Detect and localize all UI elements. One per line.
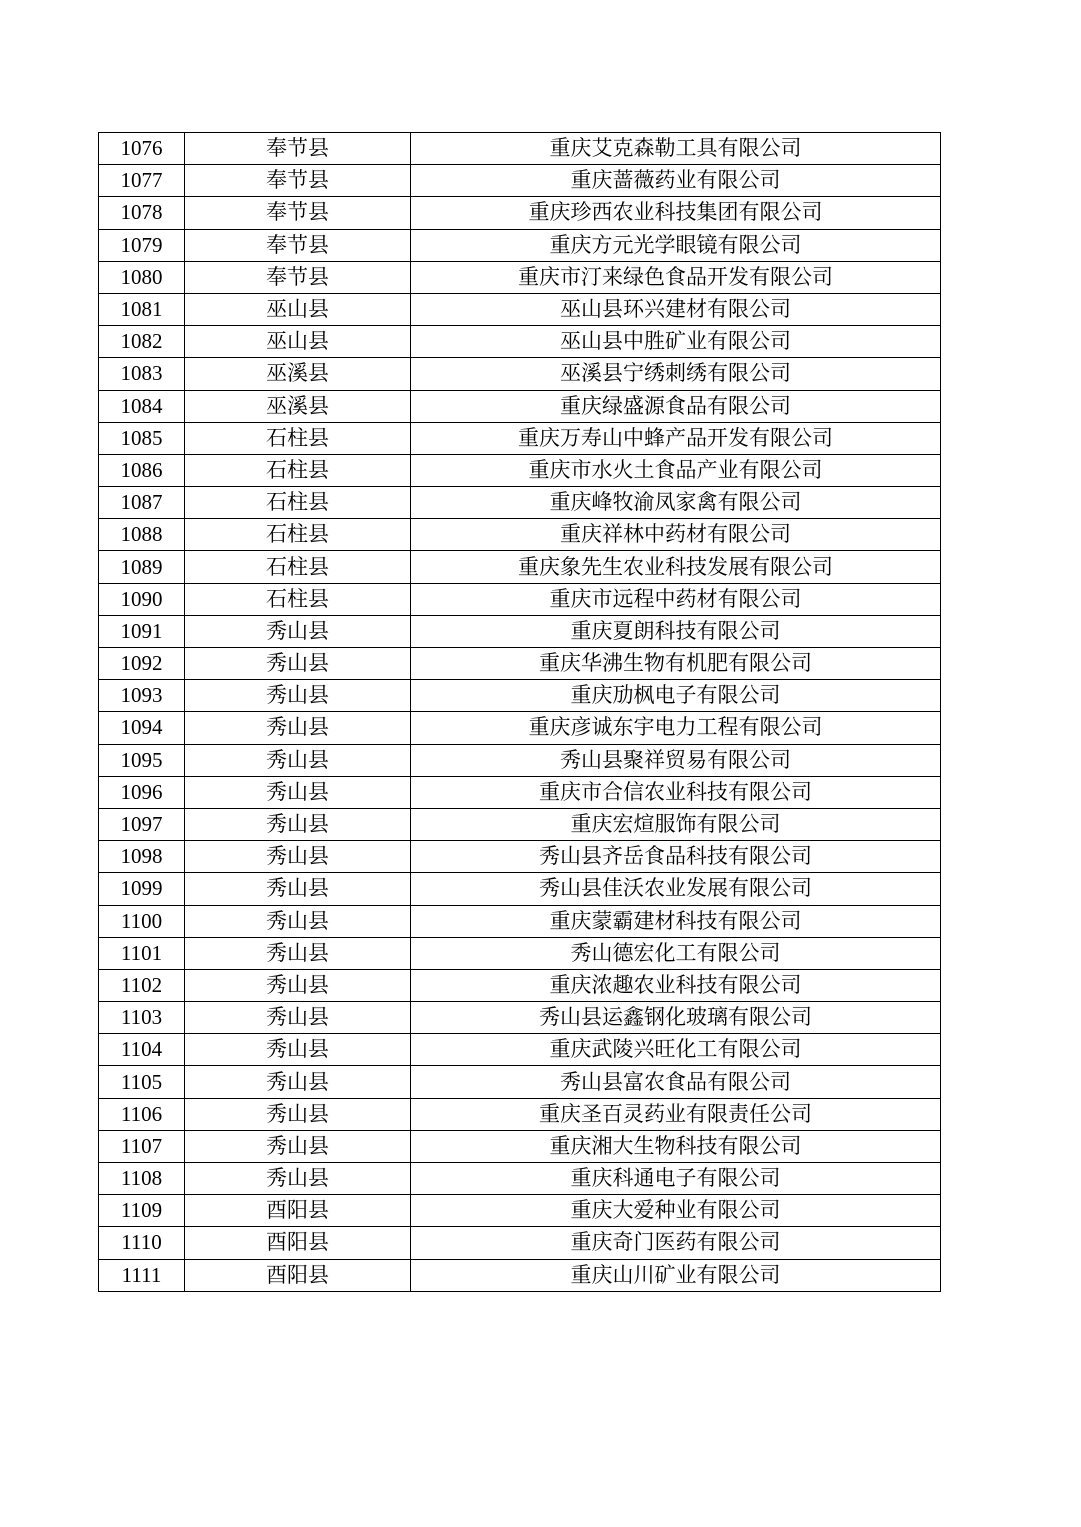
company-name: 巫溪县宁绣刺绣有限公司	[411, 358, 941, 390]
company-name: 重庆市汀来绿色食品开发有限公司	[411, 261, 941, 293]
table-row	[99, 1227, 941, 1259]
row-number: 1102	[99, 969, 185, 1001]
county-name: 秀山县	[185, 937, 411, 969]
row-number: 1086	[99, 454, 185, 486]
company-list-table-container	[98, 132, 940, 1292]
table-row	[99, 422, 941, 454]
table-row	[99, 358, 941, 390]
company-name: 秀山县佳沃农业发展有限公司	[411, 873, 941, 905]
table-row	[99, 487, 941, 519]
table-row	[99, 648, 941, 680]
county-name: 酉阳县	[185, 1259, 411, 1291]
company-name: 重庆科通电子有限公司	[411, 1163, 941, 1195]
county-name: 石柱县	[185, 551, 411, 583]
company-name: 重庆劢枫电子有限公司	[411, 680, 941, 712]
county-name: 秀山县	[185, 680, 411, 712]
county-name: 秀山县	[185, 1130, 411, 1162]
row-number: 1091	[99, 615, 185, 647]
county-name: 酉阳县	[185, 1227, 411, 1259]
row-number: 1104	[99, 1034, 185, 1066]
row-number: 1079	[99, 229, 185, 261]
table-row	[99, 841, 941, 873]
table-row	[99, 1130, 941, 1162]
table-row	[99, 744, 941, 776]
company-name: 重庆市远程中药材有限公司	[411, 583, 941, 615]
row-number: 1096	[99, 776, 185, 808]
county-name: 石柱县	[185, 454, 411, 486]
table-row	[99, 261, 941, 293]
county-name: 巫山县	[185, 326, 411, 358]
table-row	[99, 680, 941, 712]
company-name: 重庆大爱种业有限公司	[411, 1195, 941, 1227]
company-name: 重庆方元光学眼镜有限公司	[411, 229, 941, 261]
county-name: 秀山县	[185, 905, 411, 937]
county-name: 秀山县	[185, 841, 411, 873]
row-number: 1098	[99, 841, 185, 873]
table-row	[99, 1098, 941, 1130]
county-name: 巫溪县	[185, 390, 411, 422]
row-number: 1105	[99, 1066, 185, 1098]
row-number: 1092	[99, 648, 185, 680]
county-name: 秀山县	[185, 1066, 411, 1098]
table-row	[99, 808, 941, 840]
table-row	[99, 1195, 941, 1227]
row-number: 1090	[99, 583, 185, 615]
county-name: 秀山县	[185, 1034, 411, 1066]
county-name: 秀山县	[185, 873, 411, 905]
table-row	[99, 1066, 941, 1098]
table-row	[99, 326, 941, 358]
table-row	[99, 712, 941, 744]
table-row	[99, 1259, 941, 1291]
county-name: 奉节县	[185, 133, 411, 165]
county-name: 奉节县	[185, 165, 411, 197]
company-name: 重庆宏煊服饰有限公司	[411, 808, 941, 840]
table-row	[99, 905, 941, 937]
company-name: 重庆奇门医药有限公司	[411, 1227, 941, 1259]
row-number: 1101	[99, 937, 185, 969]
company-name: 重庆祥林中药材有限公司	[411, 519, 941, 551]
county-name: 秀山县	[185, 615, 411, 647]
row-number: 1088	[99, 519, 185, 551]
company-name: 重庆浓趣农业科技有限公司	[411, 969, 941, 1001]
table-row	[99, 583, 941, 615]
county-name: 秀山县	[185, 1002, 411, 1034]
county-name: 秀山县	[185, 648, 411, 680]
company-name: 秀山德宏化工有限公司	[411, 937, 941, 969]
table-row	[99, 519, 941, 551]
row-number: 1111	[99, 1259, 185, 1291]
company-name: 重庆湘大生物科技有限公司	[411, 1130, 941, 1162]
row-number: 1083	[99, 358, 185, 390]
row-number: 1100	[99, 905, 185, 937]
county-name: 巫溪县	[185, 358, 411, 390]
row-number: 1077	[99, 165, 185, 197]
county-name: 石柱县	[185, 422, 411, 454]
table-row	[99, 133, 941, 165]
company-name: 重庆圣百灵药业有限责任公司	[411, 1098, 941, 1130]
row-number: 1089	[99, 551, 185, 583]
county-name: 秀山县	[185, 1098, 411, 1130]
company-name: 秀山县富农食品有限公司	[411, 1066, 941, 1098]
table-row	[99, 293, 941, 325]
row-number: 1093	[99, 680, 185, 712]
company-name: 重庆艾克森勒工具有限公司	[411, 133, 941, 165]
company-name: 重庆夏朗科技有限公司	[411, 615, 941, 647]
table-row	[99, 390, 941, 422]
row-number: 1082	[99, 326, 185, 358]
table-row	[99, 165, 941, 197]
company-name: 重庆蒙霸建材科技有限公司	[411, 905, 941, 937]
row-number: 1076	[99, 133, 185, 165]
county-name: 秀山县	[185, 744, 411, 776]
table-row	[99, 615, 941, 647]
row-number: 1109	[99, 1195, 185, 1227]
county-name: 秀山县	[185, 1163, 411, 1195]
row-number: 1095	[99, 744, 185, 776]
company-name: 重庆绿盛源食品有限公司	[411, 390, 941, 422]
company-name: 重庆象先生农业科技发展有限公司	[411, 551, 941, 583]
company-name: 重庆武陵兴旺化工有限公司	[411, 1034, 941, 1066]
company-list-table	[98, 132, 941, 1292]
company-name: 重庆山川矿业有限公司	[411, 1259, 941, 1291]
company-name: 重庆万寿山中蜂产品开发有限公司	[411, 422, 941, 454]
row-number: 1085	[99, 422, 185, 454]
county-name: 石柱县	[185, 583, 411, 615]
company-name: 重庆市合信农业科技有限公司	[411, 776, 941, 808]
row-number: 1081	[99, 293, 185, 325]
row-number: 1106	[99, 1098, 185, 1130]
table-row	[99, 197, 941, 229]
company-name: 重庆华沸生物有机肥有限公司	[411, 648, 941, 680]
row-number: 1103	[99, 1002, 185, 1034]
table-body	[99, 133, 941, 1292]
row-number: 1108	[99, 1163, 185, 1195]
county-name: 奉节县	[185, 197, 411, 229]
table-row	[99, 1002, 941, 1034]
county-name: 石柱县	[185, 519, 411, 551]
county-name: 秀山县	[185, 808, 411, 840]
county-name: 奉节县	[185, 261, 411, 293]
company-name: 秀山县运鑫钢化玻璃有限公司	[411, 1002, 941, 1034]
row-number: 1084	[99, 390, 185, 422]
row-number: 1110	[99, 1227, 185, 1259]
table-row	[99, 229, 941, 261]
row-number: 1094	[99, 712, 185, 744]
row-number: 1097	[99, 808, 185, 840]
table-row	[99, 969, 941, 1001]
county-name: 巫山县	[185, 293, 411, 325]
county-name: 奉节县	[185, 229, 411, 261]
row-number: 1080	[99, 261, 185, 293]
row-number: 1099	[99, 873, 185, 905]
company-name: 重庆峰牧渝凤家禽有限公司	[411, 487, 941, 519]
company-name: 重庆蔷薇药业有限公司	[411, 165, 941, 197]
table-row	[99, 1034, 941, 1066]
table-row	[99, 776, 941, 808]
county-name: 酉阳县	[185, 1195, 411, 1227]
row-number: 1087	[99, 487, 185, 519]
county-name: 秀山县	[185, 776, 411, 808]
company-name: 重庆彦诚东宇电力工程有限公司	[411, 712, 941, 744]
row-number: 1078	[99, 197, 185, 229]
table-row	[99, 937, 941, 969]
company-name: 重庆市水火土食品产业有限公司	[411, 454, 941, 486]
row-number: 1107	[99, 1130, 185, 1162]
county-name: 秀山县	[185, 969, 411, 1001]
county-name: 石柱县	[185, 487, 411, 519]
table-row	[99, 873, 941, 905]
table-row	[99, 1163, 941, 1195]
company-name: 重庆珍西农业科技集团有限公司	[411, 197, 941, 229]
table-row	[99, 454, 941, 486]
county-name: 秀山县	[185, 712, 411, 744]
company-name: 秀山县齐岳食品科技有限公司	[411, 841, 941, 873]
company-name: 巫山县中胜矿业有限公司	[411, 326, 941, 358]
table-row	[99, 551, 941, 583]
company-name: 秀山县聚祥贸易有限公司	[411, 744, 941, 776]
company-name: 巫山县环兴建材有限公司	[411, 293, 941, 325]
